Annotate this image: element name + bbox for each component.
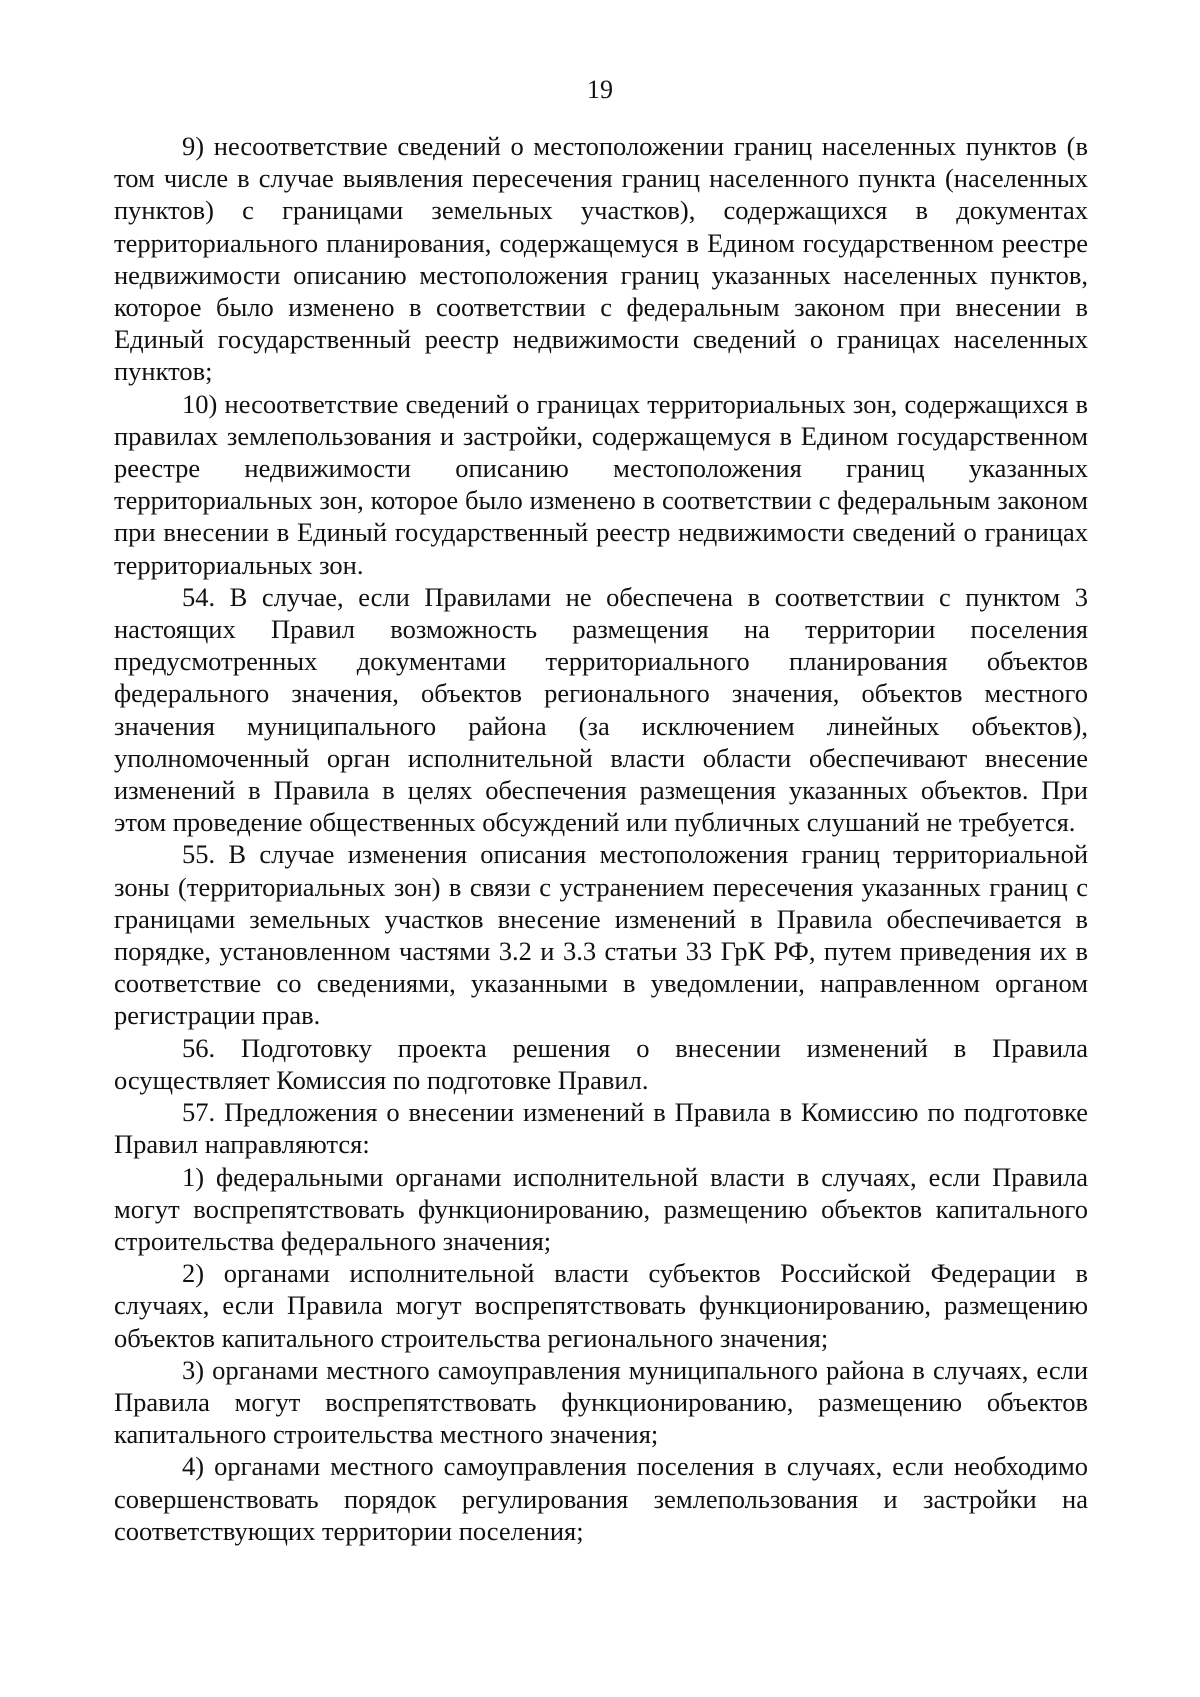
page-number: 19 bbox=[587, 75, 613, 104]
paragraph-55: 55. В случае изменения описания местоположения границ территориальной зоны (территориальных зон) в связи с устранением пересечения указанных границ с границами земельных участков внесение изменений в Правила обеспечивается в порядке, установленном частями 3.2 и 3.3 статьи 33 ГрК РФ, путем приведения их в соответствие со сведениями, указанными в уведомлении, направленном органом регистрации прав. bbox=[114, 839, 1088, 1031]
paragraph-57-item-4: 4) органами местного самоуправления поселения в случаях, если необходимо совершенствовать порядок регулирования землепользования и застройки на соответствующих территории поселения; bbox=[114, 1451, 1088, 1546]
paragraph-54: 54. В случае, если Правилами не обеспечена в соответствии с пунктом 3 настоящих Правил возможность размещения на территории поселения предусмотренных документами территориального планирования объектов федерального значения, объектов регионального значения, объектов местного значения муниципального района (за исключением линейных объектов), уполномоченный орган исполнительной власти области обеспечивают внесение изменений в Правила в целях обеспечения размещения указанных объектов. При этом проведение общественных обсуждений или публичных слушаний не требуется. bbox=[114, 581, 1088, 838]
document-body bbox=[114, 130, 1088, 1547]
paragraph-57-item-2: 2) органами исполнительной власти субъектов Российской Федерации в случаях, если Правила могут воспрепятствовать функционированию, размещению объектов капитального строительства регионального значения; bbox=[114, 1258, 1088, 1353]
paragraph-56: 56. Подготовку проекта решения о внесении изменений в Правила осуществляет Комиссия по подготовке Правил. bbox=[114, 1032, 1088, 1095]
paragraph-57: 57. Предложения о внесении изменений в Правила в Комиссию по подготовке Правил направляются: bbox=[114, 1097, 1088, 1160]
paragraph-item-10: 10) несоответствие сведений о границах территориальных зон, содержащихся в правилах землепользования и застройки, содержащемуся в Едином государственном реестре недвижимости описанию местоположения границ указанных территориальных зон, которое было изменено в соответствии с федеральным законом при внесении в Единый государственный реестр недвижимости сведений о границах территориальных зон. bbox=[114, 388, 1088, 580]
paragraph-57-item-3: 3) органами местного самоуправления муниципального района в случаях, если Правила могут воспрепятствовать функционированию, размещению объектов капитального строительства местного значения; bbox=[114, 1354, 1088, 1450]
paragraph-57-item-1: 1) федеральными органами исполнительной власти в случаях, если Правила могут воспрепятствовать функционированию, размещению объектов капитального строительства федерального значения; bbox=[114, 1161, 1088, 1256]
paragraph-item-9: 9) несоответствие сведений о местоположении границ населенных пунктов (в том числе в случае выявления пересечения границ населенного пункта (населенных пунктов) с границами земельных участков), содержащихся в документах территориального планирования, содержащемуся в Едином государственном реестре недвижимости описанию местоположения границ указанных населенных пунктов, которое было изменено в соответствии с федеральным законом при внесении в Единый государственный реестр недвижимости сведений о границах населенных пунктов; bbox=[114, 131, 1088, 387]
